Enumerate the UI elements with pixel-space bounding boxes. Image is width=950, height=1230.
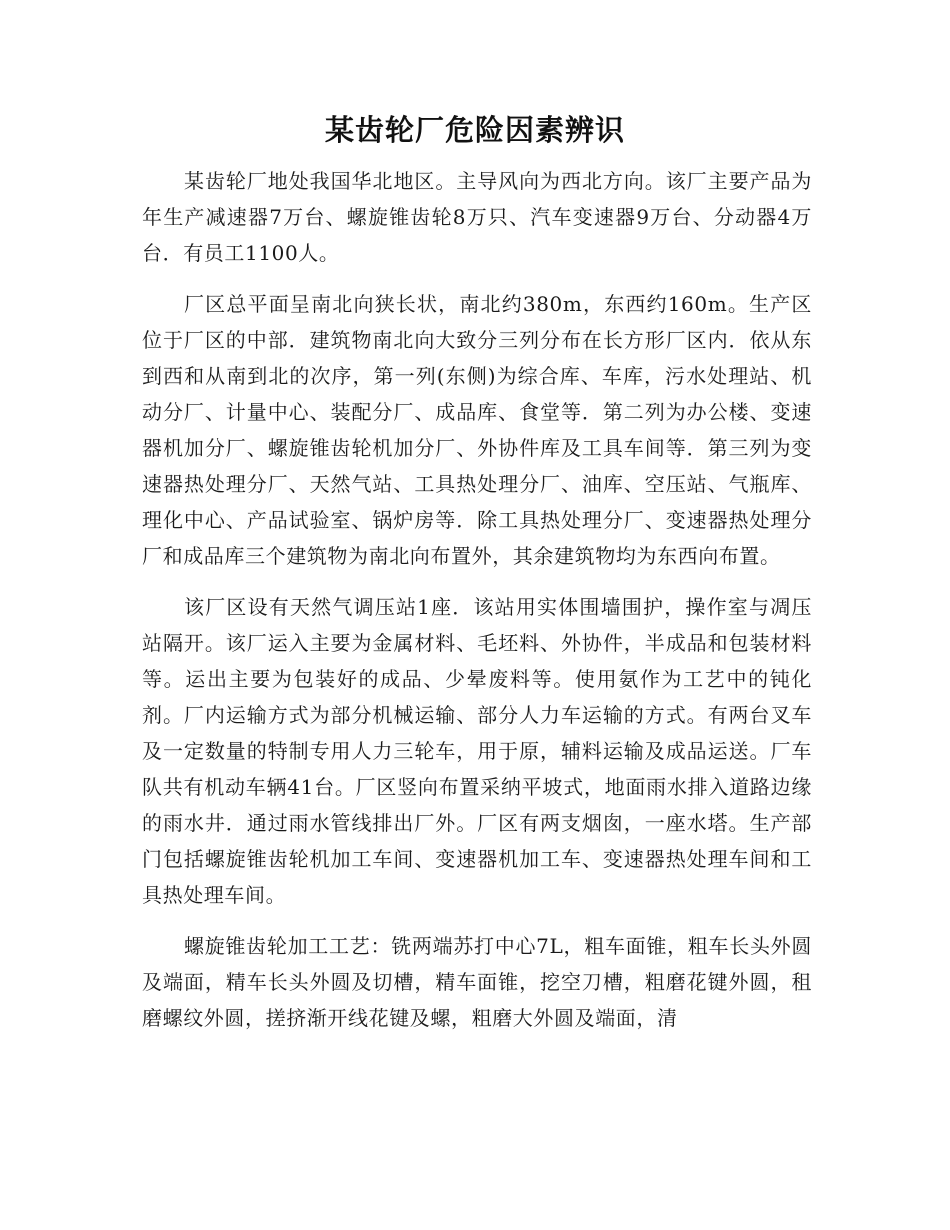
paragraph-overview: 某齿轮厂地处我国华北地区。主导风向为西北方向。该厂主要产品为年生产减速器7万台、螺旋锥齿轮8万只、汽车变速器9万台、分动器4万台．有员工1100人。: [142, 169, 812, 265]
paragraph-facilities: 该厂区设有天然气调压站1座．该站用实体围墙围护，操作室与凋压站隔开。该厂运入主要为金属材料、毛坯料、外协件，半成品和包装材料等。运出主要为包装好的成品、少晕废料等。使用氨作为工艺中的钝化剂。厂内运输方式为部分机械运输、部分人力车运输的方式。有两台叉车及一定数量的特制专用人力三轮车，用于原，辅料运输及成品运送。厂车队共有机动车辆41台。厂区竖向布置采纳平坡式，地面雨水排入道路边缘的雨水井．通过雨水管线排出厂外。厂区有两支烟囱，一座水塔。生产部门包括螺旋锥齿轮机加工车间、变速器机加工车、变速器热处理车间和工具热处理车间。: [142, 595, 812, 907]
document-title: 某齿轮厂危险因素辨识: [324, 113, 625, 147]
paragraph-layout: 厂区总平面呈南北向狭长状，南北约380m，东西约160m。生产区位于厂区的中部．建筑物南北向大致分三列分布在长方形厂区内．依从东到西和从南到北的次序，第一列(东侧)为综合库、车库，污水处理站、机动分厂、计量中心、装配分厂、成品库、食堂等．第二列为办公楼、变速器机加分厂、螺旋锥齿轮机加分厂、外协件库及工具车间等．第三列为变速器热处理分厂、天然气站、工具热处理分厂、油库、空压站、气瓶库、理化中心、产品试验室、锅炉房等．除工具热处理分厂、变速器热处理分厂和成品库三个建筑物为南北向布置外，其余建筑物均为东西向布置。: [142, 292, 812, 568]
document-body: [142, 163, 812, 1051]
paragraph-process: 螺旋锥齿轮加工工艺：铣两端苏打中心7L，粗车面锥，粗车长头外圆及端面，精车长头外圆及切槽，精车面锥，挖空刀槽，粗磨花键外圆，租磨螺纹外圆，搓挤渐开线花键及螺，粗磨大外圆及端面，清: [142, 934, 812, 1030]
